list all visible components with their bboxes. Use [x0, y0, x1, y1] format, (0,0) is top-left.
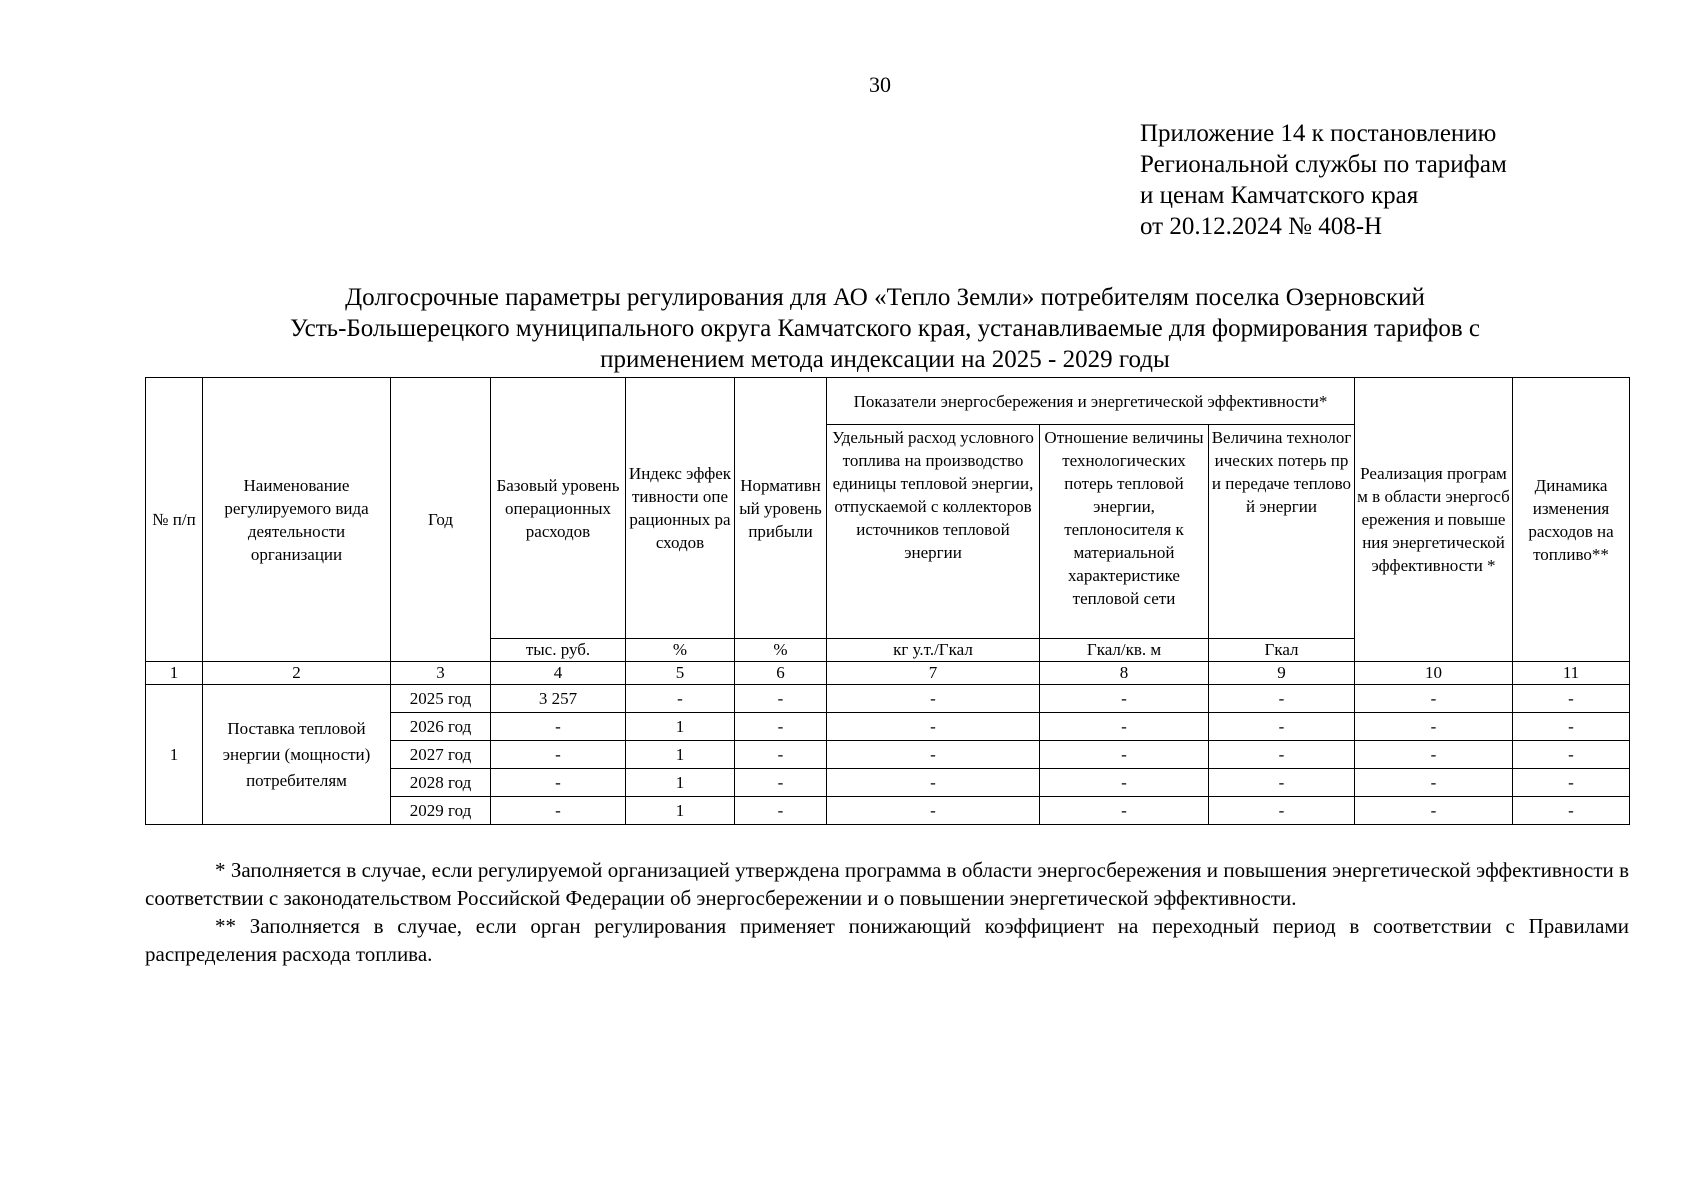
page-number: 30: [869, 72, 891, 97]
header-energy-group: Показатели энергосбережения и энергетической эффективности*: [827, 378, 1355, 425]
activity-name: Поставка тепловой энергии (мощности) потребителям: [203, 685, 391, 825]
unit-normative-profit: %: [735, 639, 827, 662]
cell-base-level: -: [491, 741, 626, 769]
document-title: [145, 282, 1625, 375]
header-loss-ratio: Отношение величины технологических потерь тепловой энергии, теплоносителя к материальной характеристике тепловой сети: [1040, 425, 1209, 639]
appendix-line: Региональной службы по тарифам: [1140, 151, 1507, 178]
cell-loss-value: -: [1209, 741, 1355, 769]
cell-loss-value: -: [1209, 685, 1355, 713]
appendix-line: Приложение 14 к постановлению: [1140, 120, 1497, 147]
column-number: 4: [491, 662, 626, 685]
column-number: 1: [146, 662, 203, 685]
cell-specific-fuel: -: [827, 685, 1040, 713]
header-fuel-dynamics: Динамика изменения расходов на топливо**: [1513, 378, 1630, 662]
table-row: [146, 685, 1630, 713]
footnote: * Заполняется в случае, если регулируемой организацией утверждена программа в области энергосбережения и повышения энергетической эффективности в соответствии с законодательством Российской Федерации об энергосбережении и о повышении энергетической эффективности.: [145, 858, 1629, 910]
header-base-level: Базовый уровень операционных расходов: [491, 378, 626, 639]
header-year: Год: [391, 378, 491, 662]
cell-loss-ratio: -: [1040, 797, 1209, 825]
cell-efficiency-index: 1: [626, 741, 735, 769]
cell-programs: -: [1355, 713, 1513, 741]
title-line: Долгосрочные параметры регулирования для АО «Тепло Земли» потребителям поселка Озерновский: [345, 284, 1425, 311]
header-num: № п/п: [146, 378, 203, 662]
unit-loss-ratio: Гкал/кв. м: [1040, 639, 1209, 662]
cell-loss-value: -: [1209, 713, 1355, 741]
column-number: 10: [1355, 662, 1513, 685]
cell-base-level: 3 257: [491, 685, 626, 713]
column-numbers-row: [146, 662, 1630, 685]
cell-normative-profit: -: [735, 769, 827, 797]
cell-specific-fuel: -: [827, 797, 1040, 825]
unit-loss-value: Гкал: [1209, 639, 1355, 662]
unit-efficiency-index: %: [626, 639, 735, 662]
cell-efficiency-index: 1: [626, 713, 735, 741]
cell-loss-ratio: -: [1040, 741, 1209, 769]
unit-specific-fuel: кг у.т./Гкал: [827, 639, 1040, 662]
cell-loss-ratio: -: [1040, 769, 1209, 797]
column-number: 5: [626, 662, 735, 685]
cell-loss-value: -: [1209, 797, 1355, 825]
header-loss-value: Величина технологических потерь при передаче тепловой энергии: [1209, 425, 1355, 639]
cell-efficiency-index: 1: [626, 797, 735, 825]
header-programs: Реализация программ в области энергосбережения и повышения энергетической эффективности *: [1355, 378, 1513, 662]
cell-fuel-dynamics: -: [1513, 769, 1630, 797]
header-activity: Наименование регулируемого вида деятельности организации: [203, 378, 391, 662]
cell-specific-fuel: -: [827, 713, 1040, 741]
column-number: 8: [1040, 662, 1209, 685]
cell-specific-fuel: -: [827, 769, 1040, 797]
header-normative-profit: Нормативный уровень прибыли: [735, 378, 827, 639]
cell-normative-profit: -: [735, 713, 827, 741]
cell-programs: -: [1355, 685, 1513, 713]
cell-base-level: -: [491, 713, 626, 741]
cell-fuel-dynamics: -: [1513, 713, 1630, 741]
cell-year: 2029 год: [391, 797, 491, 825]
cell-base-level: -: [491, 797, 626, 825]
row-number: 1: [146, 685, 203, 825]
column-number: 9: [1209, 662, 1355, 685]
header-row: [146, 378, 1630, 425]
appendix-line: и ценам Камчатского края: [1140, 182, 1419, 209]
cell-fuel-dynamics: -: [1513, 797, 1630, 825]
column-number: 6: [735, 662, 827, 685]
cell-loss-ratio: -: [1040, 685, 1209, 713]
cell-normative-profit: -: [735, 797, 827, 825]
footnotes: [145, 856, 1629, 968]
cell-programs: -: [1355, 769, 1513, 797]
cell-normative-profit: -: [735, 741, 827, 769]
cell-fuel-dynamics: -: [1513, 741, 1630, 769]
cell-year: 2028 год: [391, 769, 491, 797]
cell-programs: -: [1355, 797, 1513, 825]
header-efficiency-index: Индекс эффективности операционных расходов: [626, 378, 735, 639]
appendix-line: от 20.12.2024 № 408-Н: [1140, 213, 1383, 240]
title-line: Усть-Большерецкого муниципального округа Камчатского края, устанавливаемые для формирования тарифов с: [289, 315, 1481, 342]
unit-base-level: тыс. руб.: [491, 639, 626, 662]
cell-specific-fuel: -: [827, 741, 1040, 769]
cell-fuel-dynamics: -: [1513, 685, 1630, 713]
cell-year: 2027 год: [391, 741, 491, 769]
cell-base-level: -: [491, 769, 626, 797]
cell-loss-value: -: [1209, 769, 1355, 797]
parameters-table: [145, 377, 1630, 825]
cell-efficiency-index: 1: [626, 769, 735, 797]
cell-year: 2026 год: [391, 713, 491, 741]
column-number: 7: [827, 662, 1040, 685]
footnote: ** Заполняется в случае, если орган регулирования применяет понижающий коэффициент на переходный период в соответствии с Правилами распределения расхода топлива.: [145, 914, 1629, 966]
cell-loss-ratio: -: [1040, 713, 1209, 741]
column-number: 2: [203, 662, 391, 685]
appendix-reference: [1140, 118, 1507, 242]
cell-efficiency-index: -: [626, 685, 735, 713]
cell-programs: -: [1355, 741, 1513, 769]
cell-normative-profit: -: [735, 685, 827, 713]
cell-year: 2025 год: [391, 685, 491, 713]
column-number: 11: [1513, 662, 1630, 685]
title-line: применением метода индексации на 2025 - 2029 годы: [600, 346, 1170, 373]
header-specific-fuel: Удельный расход условного топлива на производство единицы тепловой энергии, отпускаемой с коллекторов источников тепловой энергии: [827, 425, 1040, 639]
column-number: 3: [391, 662, 491, 685]
